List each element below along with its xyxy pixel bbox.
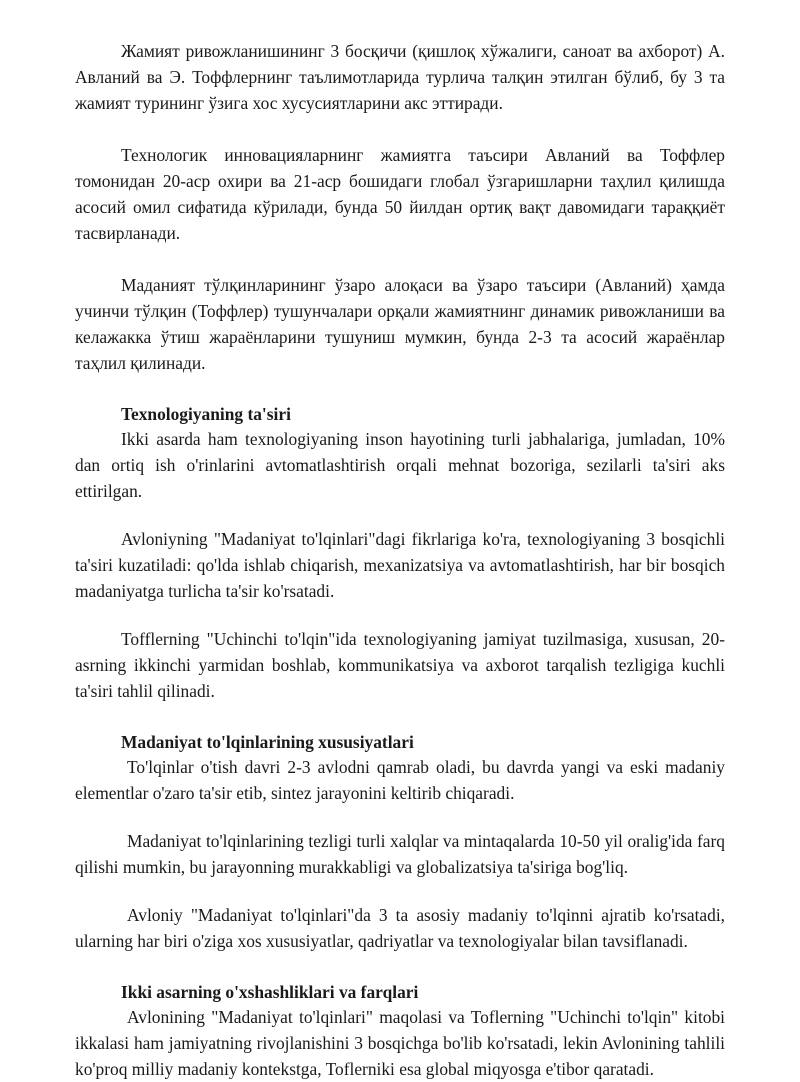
- section-paragraph: Madaniyat to'lqinlarining tezligi turli xalqlar va mintaqalarda 10-50 yil oralig'ida farq qilishi mumkin, bu jarayonning murakkabligi va globalizatsiya ta'siriga bog'liq.: [75, 831, 725, 877]
- section-heading: Texnologiyaning ta'siri: [121, 404, 291, 424]
- intro-paragraph-1: Жамият ривожланишининг 3 босқичи (қишлоқ хўжалиги, саноат ва ахборот) А. Авланий ва Э. Тоффлернинг таълимотларида турлича талқин этилган бўлиб, бу 3 та жамият турининг ўзига хос хусусиятларини акс эттиради.: [75, 41, 725, 113]
- section-technology-impact: [75, 402, 725, 704]
- section-paragraph: Tofflerning "Uchinchi to'lqin"ida texnologiyaning jamiyat tuzilmasiga, xususan, 20-asrning ikkinchi yarmidan boshlab, kommunikatsiya va axborot tarqalish tezligiga kuchli ta'siri tahlil qilinadi.: [75, 629, 725, 701]
- section-heading: Ikki asarning o'xshashliklari va farqlari: [121, 982, 419, 1002]
- section-paragraph: Avloniyning "Madaniyat to'lqinlari"dagi fikrlariga ko'ra, texnologiyaning 3 bosqichli ta'siri kuzatiladi: qo'lda ishlab chiqarish, mexanizatsiya va avtomatlashtirish, har bir bosqich madaniyatga turlicha ta'sir ko'rsatadi.: [75, 529, 725, 601]
- section-paragraph: To'lqinlar o'tish davri 2-3 avlodni qamrab oladi, bu davrda yangi va eski madaniy elementlar o'zaro ta'sir etib, sintez jarayonini keltirib chiqaradi.: [75, 757, 725, 803]
- section-paragraph: Ikki asarda ham texnologiyaning inson hayotining turli jabhalariga, jumladan, 10% dan ortiq ish o'rinlarini avtomatlashtirish orqali mehnat bozoriga, sezilarli ta'siri aks ettirilgan.: [75, 429, 725, 501]
- section-paragraph: Avloniy "Madaniyat to'lqinlari"da 3 ta asosiy madaniy to'lqinni ajratib ko'rsatadi, ularning har biri o'ziga xos xususiyatlar, qadriyatlar va texnologiyalar bilan tavsiflanadi.: [75, 905, 725, 951]
- section-heading: Madaniyat to'lqinlarining xususiyatlari: [121, 732, 414, 752]
- section-paragraph: Avlonining "Madaniyat to'lqinlari" maqolasi va Toflerning "Uchinchi to'lqin" kitobi ikkalasi ham jamiyatning rivojlanishini 3 bosqichga bo'lib ko'rsatadi, lekin Avlonining tahlili ko'proq milliy madaniy kontekstga, Toflerniki esa global miqyosga e'tibor qaratadi.: [75, 1007, 725, 1079]
- section-culture-waves: [75, 730, 725, 954]
- intro-paragraph-3: Маданият тўлқинларининг ўзаро алоқаси ва ўзаро таъсири (Авланий) ҳамда учинчи тўлқин (Тоффлер) тушунчалари орқали жамиятнинг динамик ривожланиши ва келажакка ўтиш жараёнларини тушуниш мумкин, бунда 2-3 та асосий жараёнлар таҳлил қилинади.: [75, 275, 725, 373]
- section-similarities-differences: [75, 980, 725, 1082]
- document-page: [75, 38, 725, 1082]
- intro-paragraph-2: Технологик инновацияларнинг жамиятга таъсири Авланий ва Тоффлер томонидан 20-аср охири ва 21-аср бошидаги глобал ўзгаришларни таҳлил қилишда асосий омил сифатида кўрилади, бунда 50 йилдан ортиқ вақт давомидаги тараққиёт тасвирланади.: [75, 145, 725, 243]
